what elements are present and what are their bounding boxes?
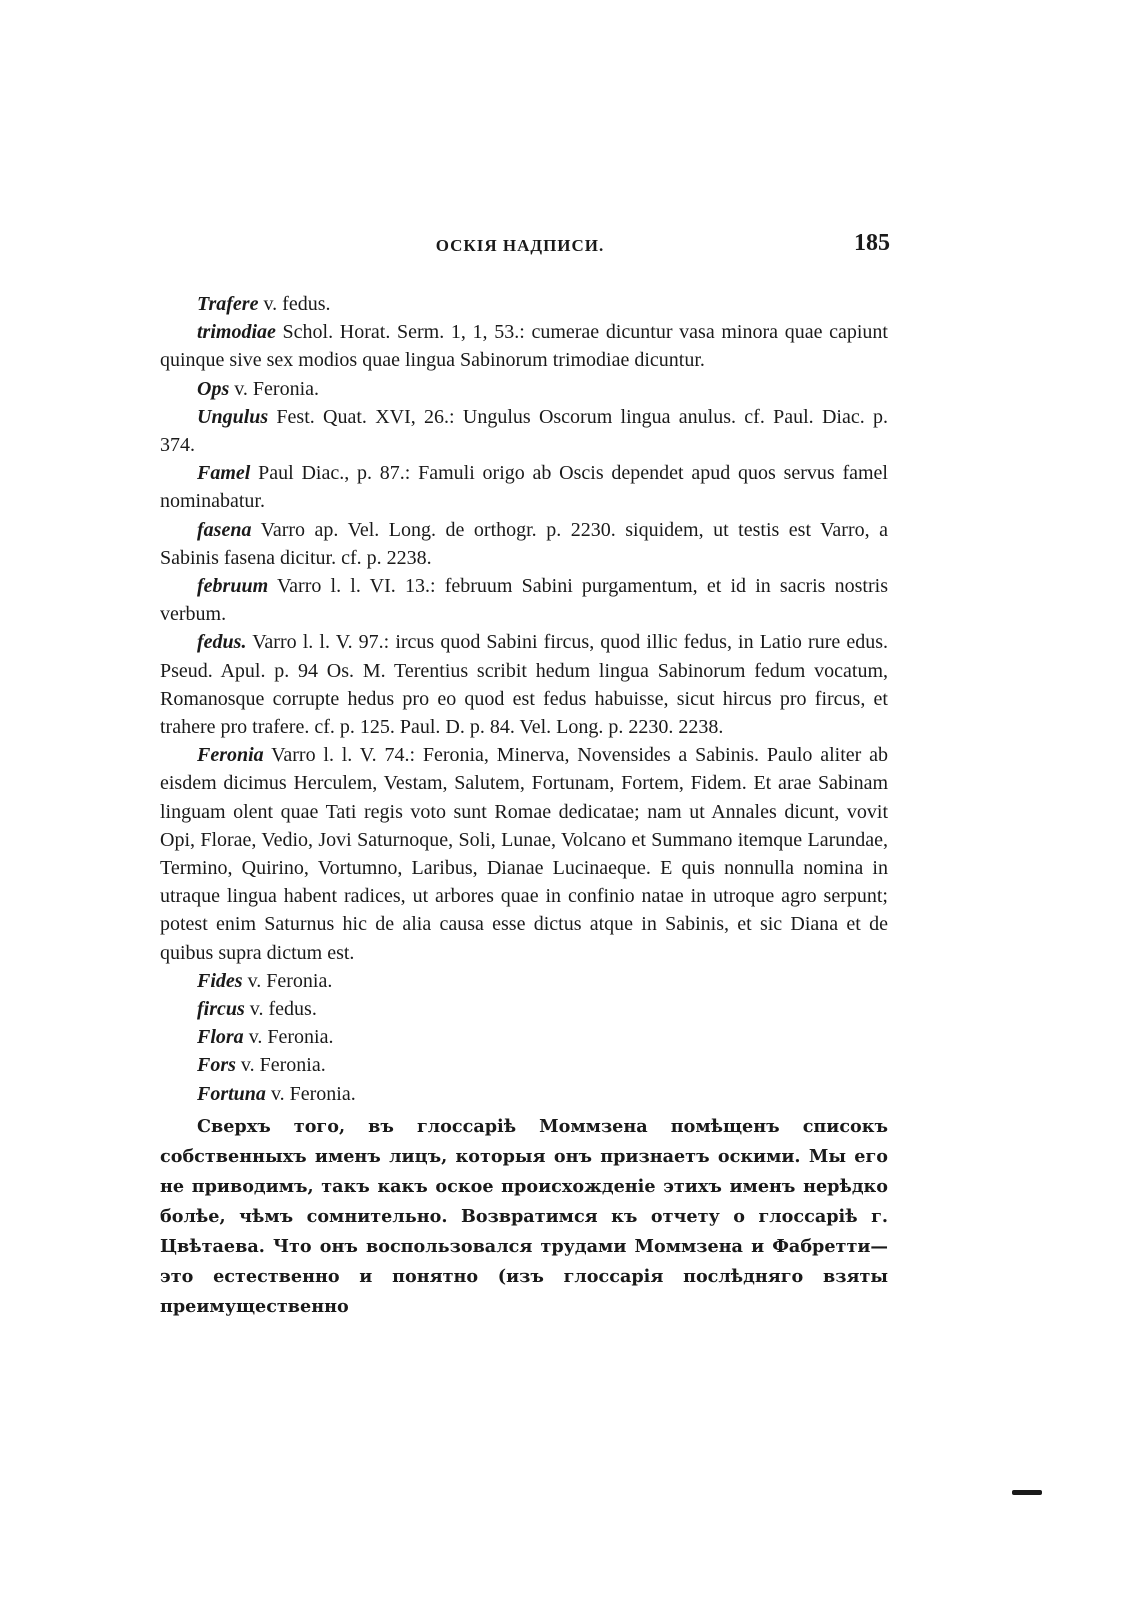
entry-headword: Flora bbox=[197, 1026, 244, 1049]
entry-headword: Ungulus bbox=[197, 405, 269, 428]
entry-headword: Feronia bbox=[197, 744, 264, 767]
entry-text: v. Feronia. bbox=[229, 377, 320, 400]
page-number: 185 bbox=[854, 230, 890, 256]
entry-headword: Trafere bbox=[197, 293, 259, 315]
entry-text: v. Feronia. bbox=[265, 1082, 356, 1105]
entry-text: Varro l. l. V. 74.: Feronia, Minerva, Novensides a Sabinis. Paulo aliter ab eisdem dicimus Herculem, Vestam, Salutem, Fortunam, Fortem, Fidem. Et arae Sabinam linguam olent quae Tati regis voto sunt Romae dedicatae; nam ut Annales dicunt, vovit Opi, Florae, Vedio, Jovi Saturnoque, Soli, Lunae, Volcano et Summano itemque Larundae, Termino, Quirino, Vortumno, Laribus, Dianae Lucinaeque. E quis nonnulla nomina in utraque lingua habent radices, ut arbores quae in confinio natae in utroque agro serpunt; potest enim Saturnus hic de alia causa esse dictus atque in Sabinis, et sic Diana et de quibus supra dictum est. bbox=[160, 744, 888, 964]
glossary-entry bbox=[160, 995, 888, 1023]
glossary-entry bbox=[160, 1051, 888, 1079]
margin-dash-mark bbox=[1012, 1490, 1042, 1495]
glossary-entry bbox=[160, 1080, 888, 1108]
entry-text: Varro l. l. VI. 13.: februum Sabini purgamentum, et id in sacris nostris verbum. bbox=[160, 575, 888, 626]
entry-text: v. Feronia. bbox=[243, 1026, 334, 1049]
entry-text: Schol. Horat. Serm. 1, 1, 53.: cumerae dicuntur vasa minora quae capiunt quinque sive sex modios quae lingua Sabinorum trimodiae dicuntur. bbox=[160, 321, 888, 372]
page-header bbox=[150, 230, 890, 266]
entry-headword: fedus. bbox=[197, 631, 247, 654]
entry-headword: februum bbox=[197, 575, 269, 598]
glossary-entry bbox=[160, 572, 888, 628]
glossary-entry bbox=[160, 741, 888, 967]
glossary-entry bbox=[160, 516, 888, 572]
entry-headword: Fors bbox=[197, 1054, 236, 1077]
entry-text: v. Feronia. bbox=[235, 1054, 326, 1077]
entry-text: Paul Diac., p. 87.: Famuli origo ab Oscis dependet apud quos servus famel nominabatur. bbox=[160, 462, 888, 513]
entry-text: Varro ap. Vel. Long. de orthogr. p. 2230. siquidem, ut testis est Varro, a Sabinis fasena dicitur. cf. p. 2238. bbox=[160, 518, 888, 569]
glossary-entry bbox=[160, 459, 888, 515]
glossary-entry bbox=[160, 628, 888, 741]
entry-headword: trimodiae bbox=[197, 321, 276, 344]
glossary-entry bbox=[160, 967, 888, 995]
entry-text: Fest. Quat. XVI, 26.: Ungulus Oscorum lingua anulus. cf. Paul. Diac. p. 374. bbox=[160, 405, 888, 457]
entry-headword: Ops bbox=[197, 377, 230, 400]
glossary-body bbox=[160, 290, 888, 1322]
entry-text: v. fedus. bbox=[258, 293, 331, 315]
entry-headword: Fortuna bbox=[197, 1082, 266, 1105]
entry-text: v. fedus. bbox=[244, 998, 317, 1021]
glossary-entry bbox=[160, 1023, 888, 1051]
entry-headword: fasena bbox=[197, 518, 252, 541]
entry-headword: Fides bbox=[197, 969, 243, 992]
glossary-entry bbox=[160, 290, 888, 318]
glossary-entry bbox=[160, 375, 888, 403]
glossary-entry bbox=[160, 403, 888, 459]
running-title: ОСКІЯ НАДПИСИ. bbox=[435, 236, 605, 255]
entry-text: v. Feronia. bbox=[242, 969, 333, 992]
entry-headword: Famel bbox=[197, 462, 251, 485]
glossary-entry bbox=[160, 318, 888, 374]
closing-paragraph: Сверхъ того, въ глоссаріѣ Моммзена помѣщенъ списокъ собственныхъ именъ лицъ, которыя онъ признаетъ оскими. Мы его не приводимъ, такъ какъ оское происхожденіе этихъ именъ нерѣдко болѣе, чѣмъ сомнительно. Возвратимся къ отчету о глоссаріѣ г. Цвѣтаева. Что онъ воспользовался трудами Моммзена и Фабретти—это естественно и понятно (изъ глоссарія послѣдняго взяты преимущественно bbox=[160, 1115, 888, 1317]
entry-headword: fircus bbox=[197, 998, 245, 1021]
entry-text: Varro l. l. V. 97.: ircus quod Sabini fircus, quod illic fedus, in Latio rure edus. Pseud. Apul. p. 94 Os. M. Terentius scribit hedum lingua Sabinorum fedum vocatum, Romanosque corrupte hedus pro eo quod est fedus habuisse, sicut hircus pro fircus, et trahere pro trafere. cf. p. 125. Paul. D. p. 84. Vel. Long. p. 2230. 2238. bbox=[160, 631, 888, 739]
